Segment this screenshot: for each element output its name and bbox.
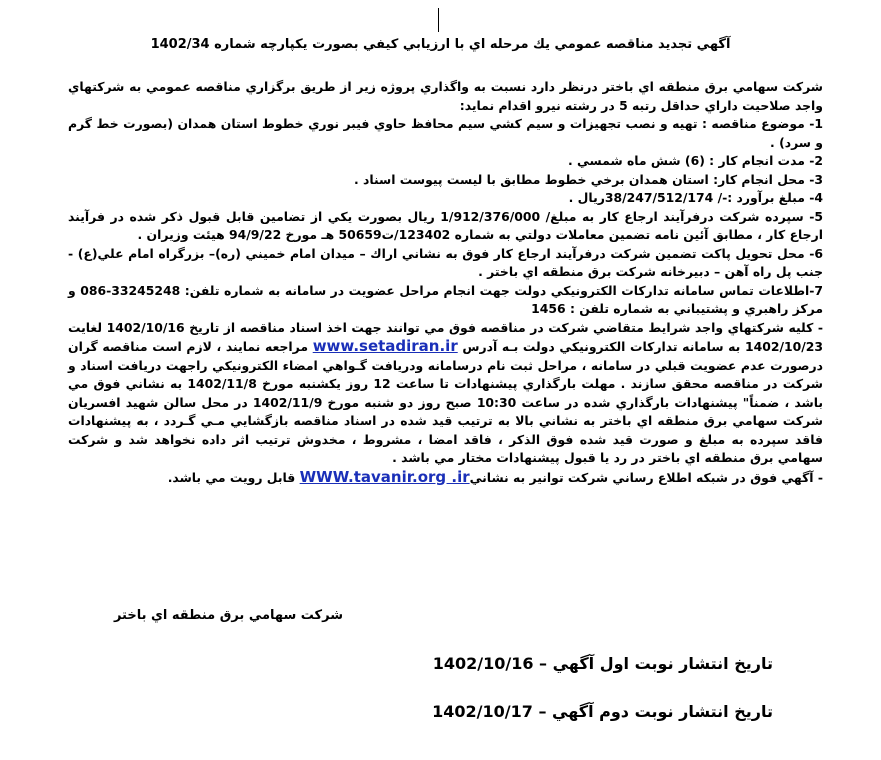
second-publication-date: تاريخ انتشار نوبت دوم آگهي – 1402/10/17: [432, 702, 773, 721]
publication-note-part-2: قابل رويت مي باشد.: [167, 469, 296, 485]
item-location: 3- محل انجام كار: استان همدان برخي خطوط مطابق با ليست پيوست اسناد .: [353, 171, 823, 187]
company-signature: شركت سهامي برق منطقه اي باختر: [113, 608, 343, 623]
instructions-paragraph: [68, 319, 823, 468]
item-estimate: 4- مبلغ برآورد :-/ 38/247/512/174ريال .: [568, 190, 823, 205]
item-deposit: 5- سپرده شركت درفرآيند ارجاع كار به مبلغ/ 1/912/376/000 ريال بصورت يكي از تضامين قابل قبول ذكر شده در فرآيند ارجاع كار ، مطابق آئين نامه تضمين معاملات دولتي به شماره 123402/ت50659 هـ مورخ 94/9/22 هيئت وزيران .: [68, 208, 823, 242]
tavanir-link[interactable]: WWW.tavanir.org .ir: [299, 467, 470, 486]
top-divider-line: [438, 8, 439, 32]
notice-body: [68, 78, 823, 487]
first-publication-date: تاريخ انتشار نوبت اول آگهي – 1402/10/16: [432, 654, 773, 673]
item-delivery: 6- محل تحويل پاكت تضمين شركت درفرآيند ارجاع كار فوق به نشاني اراك – ميدان امام خميني (ره)– بزرگراه امام علي(ع) - جنب پل راه آهن – دبيرخانه شركت برق منطقه اي باختر .: [68, 245, 823, 279]
intro-text: شركت سهامي برق منطقه اي باختر درنظر دارد نسبت به واگذاري پروژه زير از طريق برگزاري مناقصه عمومي به شركتهاي واجد صلاحيت داراي حداقل رتبه 5 در رشته نيرو اقدام نمايد:: [68, 79, 823, 113]
publication-note: [68, 468, 823, 488]
setadiran-link[interactable]: www.setadiran.ir: [312, 337, 458, 355]
instructions-part-1: - كليه شركتهاي واجد شرايط متقاضي شركت در مناقصه فوق مي توانند جهت اخذ اسناد مناقصه از تاريخ 1402/10/16 لغايت 1402/10/23 به سامانه تداركات الكترونيكي دولت بـه آدرس: [68, 319, 824, 354]
item-subject: 1- موضوع مناقصه : تهيه و نصب تجهيزات و سيم كشي سيم محافظ حاوي فيبر نوري خطوط استان همدان (بصورت خط گرم و سرد) .: [68, 116, 823, 150]
item-contact: 7-اطلاعات تماس سامانه تداركات الكترونيكي دولت جهت انجام مراحل عضويت در سامانه به شماره تلفن: 33245248-086 و مركز راهبري و پشتيباني به شماره تلفن : 1456: [68, 282, 823, 316]
instructions-part-2: مراجعه نمايند ، لازم است مناقصه گران درصورت عدم عضويت قبلي در سامانه ، مراحل ثبت نام درسامانه ودريافت گـواهي امضاء الكترونيكي راجهت دريافت اسناد و شركت در مناقصه محقق سازند . مهلت بارگذاري پيشنهادات تا ساعت 12 روز يكشنبه مورخ 1402/11/8 به نشاني فوق مي باشد ، ضمناً" پيشنهادات بارگذاري شده در ساعت 10:30 صبح روز دو شنبه مورخ 1402/11/9 در محل سالن شهيد افسريان شركت سهامي برق منطقه اي باختر به نشاني بالا به ترتيب قيد شده در اسناد مناقصه بازگشايي مـي گـردد ، به پيشنهادات فاقد سپرده به مبلغ و صورت قيد شده فوق الذكر ، فاقد امضا ، مشروط ، مخدوش ترتيب اثر داده نخواهد شد و شركت سهامي برق منطقه اي باختر در رد يا قبول پيشنهادات مختار مي باشد .: [68, 339, 823, 465]
publication-note-part-1: - آگهي فوق در شبكه اطلاع رساني شركت توانير به نشاني: [469, 469, 823, 485]
notice-title: آگهي تجديد مناقصه عمومي يك مرحله اي با ارزيابي كيفي بصورت يكپارچه شماره 1402/34: [150, 37, 731, 52]
item-duration: 2- مدت انجام كار : (6) شش ماه شمسي .: [567, 153, 823, 168]
